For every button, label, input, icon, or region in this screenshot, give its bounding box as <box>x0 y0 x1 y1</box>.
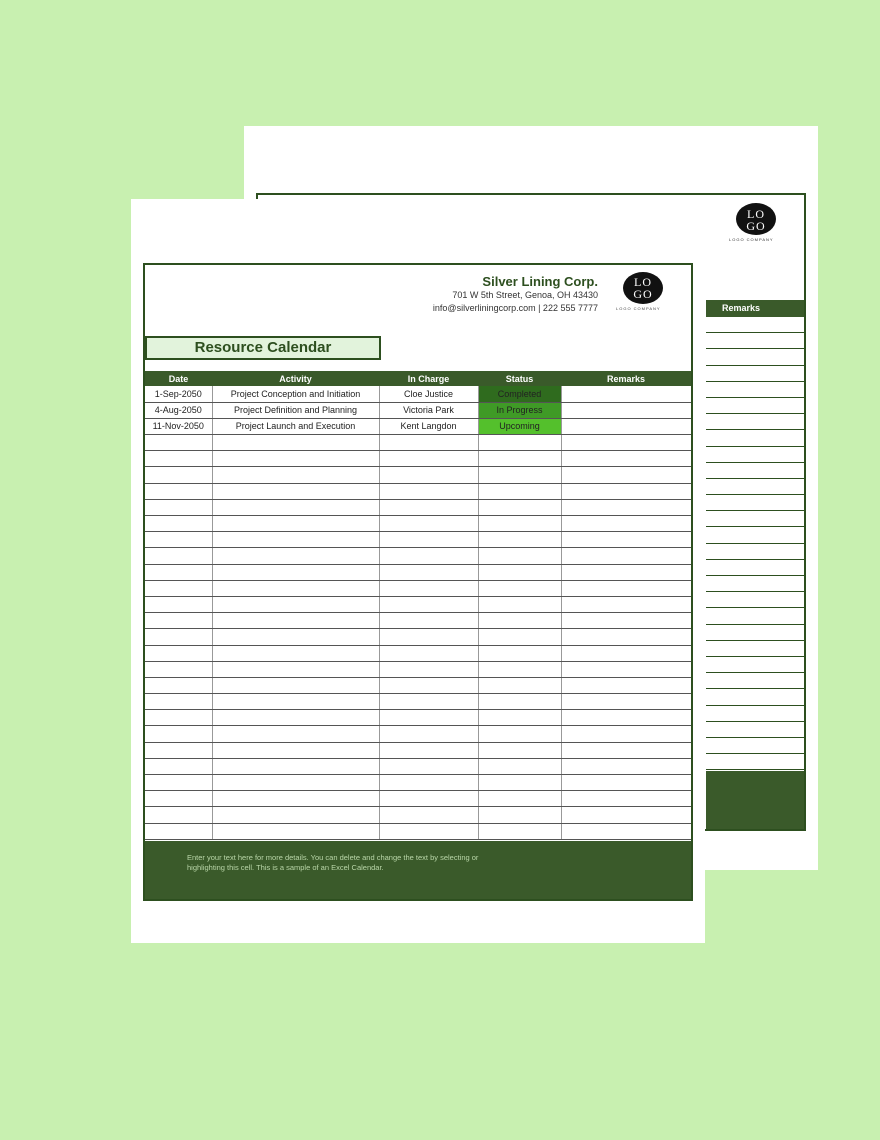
back-remarks-line <box>706 657 806 673</box>
date-cell[interactable] <box>145 775 212 791</box>
footer-note[interactable]: Enter your text here for more details. You can delete and change the text by selecting or highlighting this cell. This is a sample of an Excel Calendar. <box>187 853 479 872</box>
in-charge-cell[interactable] <box>379 467 478 483</box>
date-cell[interactable] <box>145 532 212 548</box>
company-contact: info@silverliningcorp.com | 222 555 7777 <box>432 303 598 313</box>
back-remarks-line <box>706 333 806 349</box>
date-cell[interactable] <box>145 629 212 645</box>
remarks-cell[interactable] <box>561 596 691 612</box>
in-charge-cell[interactable] <box>379 451 478 467</box>
table-row <box>145 661 691 677</box>
activity-cell[interactable] <box>212 677 379 693</box>
status-cell[interactable] <box>478 823 561 839</box>
back-remarks-line <box>706 673 806 689</box>
remarks-cell[interactable] <box>561 483 691 499</box>
back-remarks-line <box>706 398 806 414</box>
remarks-cell[interactable] <box>561 791 691 807</box>
back-remarks-line <box>706 349 806 365</box>
date-cell[interactable] <box>145 435 212 451</box>
status-cell[interactable] <box>478 516 561 532</box>
status-cell[interactable] <box>478 596 561 612</box>
date-cell[interactable]: 1-Sep-2050 <box>145 386 212 402</box>
activity-cell[interactable] <box>212 629 379 645</box>
in-charge-cell[interactable] <box>379 564 478 580</box>
date-cell[interactable] <box>145 677 212 693</box>
remarks-cell[interactable] <box>561 451 691 467</box>
in-charge-cell[interactable]: Kent Langdon <box>379 418 478 434</box>
status-cell[interactable] <box>478 694 561 710</box>
activity-cell[interactable] <box>212 516 379 532</box>
calendar-table <box>145 371 691 840</box>
remarks-cell[interactable] <box>561 532 691 548</box>
status-cell[interactable] <box>478 775 561 791</box>
back-remarks-line <box>706 689 806 705</box>
in-charge-cell[interactable] <box>379 613 478 629</box>
table-row <box>145 742 691 758</box>
remarks-cell[interactable] <box>561 435 691 451</box>
column-header-status[interactable]: Status <box>478 371 561 386</box>
table-row <box>145 596 691 612</box>
table-row <box>145 677 691 693</box>
column-header-date[interactable]: Date <box>145 371 212 386</box>
in-charge-cell[interactable] <box>379 548 478 564</box>
in-charge-cell[interactable] <box>379 758 478 774</box>
in-charge-cell[interactable] <box>379 661 478 677</box>
remarks-cell[interactable] <box>561 516 691 532</box>
in-charge-cell[interactable] <box>379 499 478 515</box>
calendar-frame <box>143 263 693 901</box>
activity-cell[interactable] <box>212 499 379 515</box>
activity-cell[interactable] <box>212 775 379 791</box>
status-cell[interactable] <box>478 710 561 726</box>
back-remarks-line <box>706 544 806 560</box>
status-cell[interactable] <box>478 499 561 515</box>
back-remarks-line <box>706 495 806 511</box>
date-cell[interactable] <box>145 564 212 580</box>
in-charge-cell[interactable] <box>379 532 478 548</box>
back-remarks-line <box>706 447 806 463</box>
activity-cell[interactable] <box>212 596 379 612</box>
date-cell[interactable] <box>145 726 212 742</box>
date-cell[interactable]: 11-Nov-2050 <box>145 418 212 434</box>
activity-cell[interactable] <box>212 710 379 726</box>
back-remarks-line <box>706 366 806 382</box>
back-remarks-line <box>706 576 806 592</box>
in-charge-cell[interactable] <box>379 629 478 645</box>
activity-cell[interactable] <box>212 451 379 467</box>
status-cell[interactable] <box>478 629 561 645</box>
status-cell[interactable] <box>478 580 561 596</box>
table-row <box>145 386 691 402</box>
activity-cell[interactable] <box>212 742 379 758</box>
activity-cell[interactable] <box>212 645 379 661</box>
remarks-cell[interactable] <box>561 629 691 645</box>
date-cell[interactable] <box>145 499 212 515</box>
status-badge[interactable]: In Progress <box>478 402 561 418</box>
back-remarks-lines <box>706 317 806 770</box>
activity-cell[interactable] <box>212 548 379 564</box>
status-cell[interactable] <box>478 645 561 661</box>
in-charge-cell[interactable] <box>379 516 478 532</box>
back-remarks-line <box>706 414 806 430</box>
activity-cell[interactable] <box>212 694 379 710</box>
table-row <box>145 499 691 515</box>
remarks-cell[interactable] <box>561 710 691 726</box>
in-charge-cell[interactable] <box>379 596 478 612</box>
remarks-cell[interactable] <box>561 823 691 839</box>
remarks-cell[interactable] <box>561 694 691 710</box>
activity-cell[interactable] <box>212 483 379 499</box>
status-cell[interactable] <box>478 451 561 467</box>
table-row <box>145 645 691 661</box>
date-cell[interactable] <box>145 580 212 596</box>
remarks-cell[interactable] <box>561 386 691 402</box>
activity-cell[interactable] <box>212 467 379 483</box>
table-row <box>145 807 691 823</box>
back-remarks-line <box>706 511 806 527</box>
back-remarks-line <box>706 738 806 754</box>
back-remarks-line <box>706 706 806 722</box>
activity-cell[interactable] <box>212 661 379 677</box>
table-row <box>145 694 691 710</box>
date-cell[interactable] <box>145 467 212 483</box>
in-charge-cell[interactable] <box>379 823 478 839</box>
status-badge[interactable]: Upcoming <box>478 418 561 434</box>
status-cell[interactable] <box>478 791 561 807</box>
logo-icon: LO GO <box>623 272 663 304</box>
date-cell[interactable] <box>145 758 212 774</box>
date-cell[interactable] <box>145 516 212 532</box>
remarks-cell[interactable] <box>561 775 691 791</box>
activity-cell[interactable] <box>212 823 379 839</box>
back-footer <box>706 771 806 831</box>
table-row <box>145 791 691 807</box>
activity-cell[interactable] <box>212 532 379 548</box>
table-row <box>145 402 691 418</box>
date-cell[interactable] <box>145 613 212 629</box>
in-charge-cell[interactable] <box>379 645 478 661</box>
remarks-cell[interactable] <box>561 467 691 483</box>
in-charge-cell[interactable] <box>379 483 478 499</box>
status-cell[interactable] <box>478 532 561 548</box>
date-cell[interactable] <box>145 710 212 726</box>
status-cell[interactable] <box>478 758 561 774</box>
remarks-cell[interactable] <box>561 742 691 758</box>
activity-cell[interactable] <box>212 435 379 451</box>
in-charge-cell[interactable]: Victoria Park <box>379 402 478 418</box>
column-header-in-charge[interactable]: In Charge <box>379 371 478 386</box>
table-row <box>145 726 691 742</box>
back-remarks-line <box>706 625 806 641</box>
date-cell[interactable] <box>145 742 212 758</box>
table-row <box>145 613 691 629</box>
status-cell[interactable] <box>478 742 561 758</box>
table-row <box>145 710 691 726</box>
remarks-cell[interactable] <box>561 402 691 418</box>
date-cell[interactable]: 4-Aug-2050 <box>145 402 212 418</box>
table-row <box>145 564 691 580</box>
in-charge-cell[interactable] <box>379 807 478 823</box>
date-cell[interactable] <box>145 791 212 807</box>
activity-cell[interactable] <box>212 580 379 596</box>
activity-cell[interactable] <box>212 791 379 807</box>
back-remarks-line <box>706 527 806 543</box>
table-row <box>145 418 691 434</box>
activity-cell[interactable] <box>212 726 379 742</box>
in-charge-cell[interactable] <box>379 791 478 807</box>
date-cell[interactable] <box>145 548 212 564</box>
in-charge-cell[interactable] <box>379 580 478 596</box>
back-remarks-line <box>706 317 806 333</box>
remarks-cell[interactable] <box>561 726 691 742</box>
page-title[interactable]: Resource Calendar <box>145 336 381 360</box>
footer-panel <box>145 841 691 899</box>
remarks-cell[interactable] <box>561 564 691 580</box>
status-cell[interactable] <box>478 661 561 677</box>
date-cell[interactable] <box>145 483 212 499</box>
remarks-cell[interactable] <box>561 580 691 596</box>
status-cell[interactable] <box>478 483 561 499</box>
table-row <box>145 758 691 774</box>
back-remarks-line <box>706 479 806 495</box>
activity-cell[interactable]: Project Launch and Execution <box>212 418 379 434</box>
company-name: Silver Lining Corp. <box>482 274 598 289</box>
status-cell[interactable] <box>478 613 561 629</box>
status-cell[interactable] <box>478 548 561 564</box>
table-row <box>145 629 691 645</box>
back-remarks-line <box>706 641 806 657</box>
date-cell[interactable] <box>145 645 212 661</box>
in-charge-cell[interactable] <box>379 710 478 726</box>
front-page <box>131 199 705 943</box>
table-row <box>145 775 691 791</box>
status-cell[interactable] <box>478 564 561 580</box>
in-charge-cell[interactable] <box>379 775 478 791</box>
in-charge-cell[interactable] <box>379 726 478 742</box>
table-row <box>145 823 691 839</box>
remarks-cell[interactable] <box>561 613 691 629</box>
table-header-row <box>145 371 691 386</box>
back-remarks-line <box>706 430 806 446</box>
in-charge-cell[interactable] <box>379 742 478 758</box>
in-charge-cell[interactable]: Cloe Justice <box>379 386 478 402</box>
status-badge[interactable]: Completed <box>478 386 561 402</box>
column-header-activity[interactable]: Activity <box>212 371 379 386</box>
remarks-cell[interactable] <box>561 758 691 774</box>
date-cell[interactable] <box>145 596 212 612</box>
table-row <box>145 532 691 548</box>
company-address: 701 W 5th Street, Genoa, OH 43430 <box>452 290 598 300</box>
back-remarks-header: Remarks <box>706 300 806 317</box>
back-logo-caption: LOGO COMPANY <box>729 237 774 242</box>
remarks-cell[interactable] <box>561 677 691 693</box>
date-cell[interactable] <box>145 694 212 710</box>
table-row <box>145 548 691 564</box>
column-header-remarks[interactable]: Remarks <box>561 371 691 386</box>
activity-cell[interactable] <box>212 758 379 774</box>
activity-cell[interactable]: Project Conception and Initiation <box>212 386 379 402</box>
in-charge-cell[interactable] <box>379 677 478 693</box>
activity-cell[interactable] <box>212 613 379 629</box>
back-remarks-line <box>706 382 806 398</box>
back-remarks-line <box>706 560 806 576</box>
back-remarks-line <box>706 722 806 738</box>
in-charge-cell[interactable] <box>379 435 478 451</box>
remarks-cell[interactable] <box>561 661 691 677</box>
remarks-cell[interactable] <box>561 418 691 434</box>
date-cell[interactable] <box>145 661 212 677</box>
status-cell[interactable] <box>478 677 561 693</box>
table-row <box>145 516 691 532</box>
activity-cell[interactable]: Project Definition and Planning <box>212 402 379 418</box>
status-cell[interactable] <box>478 726 561 742</box>
remarks-cell[interactable] <box>561 499 691 515</box>
back-logo-icon: LO GO <box>736 203 776 235</box>
logo-caption: LOGO COMPANY <box>616 306 661 311</box>
table-row <box>145 451 691 467</box>
remarks-cell[interactable] <box>561 645 691 661</box>
status-cell[interactable] <box>478 807 561 823</box>
in-charge-cell[interactable] <box>379 694 478 710</box>
status-cell[interactable] <box>478 467 561 483</box>
activity-cell[interactable] <box>212 564 379 580</box>
status-cell[interactable] <box>478 435 561 451</box>
back-remarks-line <box>706 592 806 608</box>
remarks-cell[interactable] <box>561 548 691 564</box>
back-remarks-line <box>706 463 806 479</box>
back-remarks-line <box>706 608 806 624</box>
table-row <box>145 467 691 483</box>
remarks-cell[interactable] <box>561 807 691 823</box>
table-row <box>145 435 691 451</box>
date-cell[interactable] <box>145 807 212 823</box>
date-cell[interactable] <box>145 451 212 467</box>
table-row <box>145 483 691 499</box>
table-row <box>145 580 691 596</box>
back-remarks-line <box>706 754 806 770</box>
activity-cell[interactable] <box>212 807 379 823</box>
date-cell[interactable] <box>145 823 212 839</box>
